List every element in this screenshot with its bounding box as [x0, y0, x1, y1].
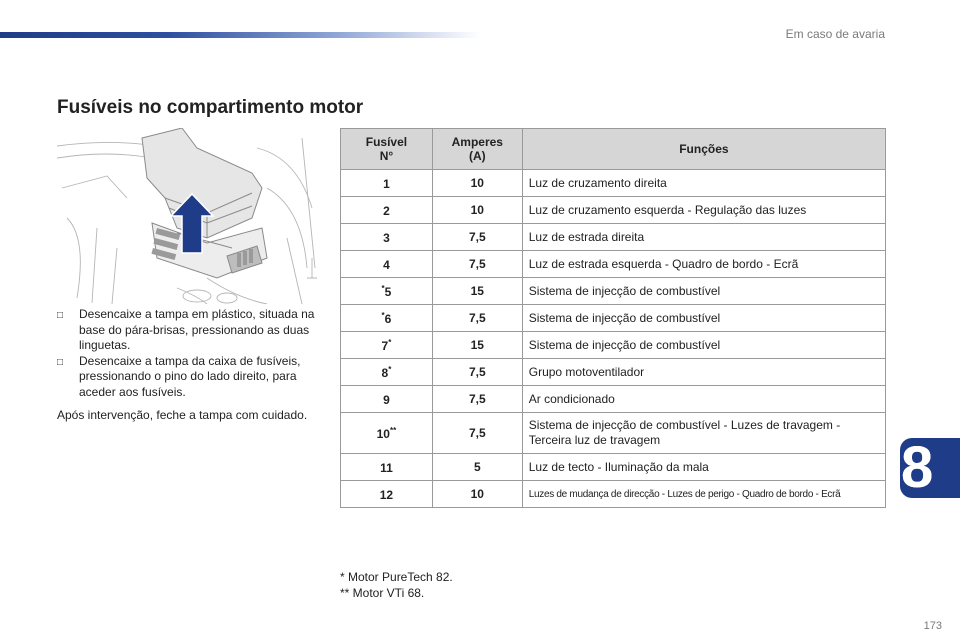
table-row	[341, 386, 886, 413]
fuse-amperes: 15	[432, 332, 522, 359]
column-header-functions: Funções	[522, 129, 885, 170]
header-accent-bar	[0, 32, 480, 38]
fuse-amperes: 7,5	[432, 386, 522, 413]
page-title: Fusíveis no compartimento motor	[57, 97, 364, 118]
fuse-amperes: 7,5	[432, 224, 522, 251]
fuse-function: Sistema de injecção de combustível	[522, 305, 885, 332]
fuse-amperes: 10	[432, 170, 522, 197]
fuse-function: Luz de estrada esquerda - Quadro de bordo - Ecrã	[522, 251, 885, 278]
fuse-amperes: 7,5	[432, 305, 522, 332]
fuse-number: 8*	[341, 359, 433, 386]
fuse-amperes: 15	[432, 278, 522, 305]
fuse-number: 11	[341, 454, 433, 481]
fuse-amperes: 7,5	[432, 251, 522, 278]
table-row	[341, 305, 886, 332]
table-row	[341, 278, 886, 305]
fuse-amperes: 5	[432, 454, 522, 481]
fuse-number: 7*	[341, 332, 433, 359]
instruction-step	[57, 354, 319, 401]
table-row	[341, 170, 886, 197]
fuse-number: 2	[341, 197, 433, 224]
table-row	[341, 332, 886, 359]
fuse-number: 12	[341, 481, 433, 508]
table-row	[341, 359, 886, 386]
fuse-amperes: 10	[432, 481, 522, 508]
table-row	[341, 413, 886, 454]
step-text: Desencaixe a tampa em plástico, situada na base do pára-brisas, pressionando as duas linguetas.	[79, 307, 315, 352]
page-number: 173	[923, 620, 942, 632]
table-row	[341, 224, 886, 251]
section-label: Em caso de avaria	[785, 27, 885, 41]
footnote: * Motor PureTech 82.	[340, 570, 453, 584]
table-row	[341, 481, 886, 508]
fuse-function: Luz de cruzamento esquerda - Regulação das luzes	[522, 197, 885, 224]
step-text: Desencaixe a tampa da caixa de fusíveis, pressionando o pino do lado direito, para aceder aos fusíveis.	[79, 353, 301, 399]
fuse-number: 9	[341, 386, 433, 413]
table-row	[341, 454, 886, 481]
fuse-number: 10**	[341, 413, 433, 454]
footnote: ** Motor VTi 68.	[340, 585, 425, 600]
after-intervention-note: Após intervenção, feche a tampa com cuidado.	[57, 408, 308, 422]
fuse-amperes: 7,5	[432, 413, 522, 454]
fuse-number: 3	[341, 224, 433, 251]
column-header-fuse: Fusível N°	[341, 129, 433, 170]
fuse-number: *5	[341, 278, 433, 305]
fuse-number: 4	[341, 251, 433, 278]
fuse-function: Sistema de injecção de combustível	[522, 332, 885, 359]
chapter-number: 8	[901, 435, 934, 500]
fuse-amperes: 7,5	[432, 359, 522, 386]
fuse-function: Sistema de injecção de combustível - Luzes de travagem - Terceira luz de travagem	[522, 413, 885, 454]
checkbox-bullet-icon: □	[57, 356, 64, 368]
column-header-amperes: Amperes (A)	[432, 129, 522, 170]
fuse-function: Luz de cruzamento direita	[522, 170, 885, 197]
engine-fusebox-illustration	[57, 128, 319, 304]
instruction-step	[57, 307, 319, 354]
fuse-number: 1	[341, 170, 433, 197]
fuse-table	[340, 128, 886, 508]
fuse-function: Luz de estrada direita	[522, 224, 885, 251]
table-row	[341, 197, 886, 224]
fuse-function: Ar condicionado	[522, 386, 885, 413]
fuse-function: Grupo motoventilador	[522, 359, 885, 386]
footnotes	[340, 570, 453, 601]
fuse-function: Sistema de injecção de combustível	[522, 278, 885, 305]
table-header-row	[341, 129, 886, 170]
checkbox-bullet-icon: □	[57, 310, 64, 321]
fuse-function: Luzes de mudança de direcção - Luzes de perigo - Quadro de bordo - Ecrã	[522, 481, 885, 508]
instruction-steps	[57, 307, 319, 400]
fuse-amperes: 10	[432, 197, 522, 224]
table-row	[341, 251, 886, 278]
fuse-function: Luz de tecto - Iluminação da mala	[522, 454, 885, 481]
fuse-number: *6	[341, 305, 433, 332]
